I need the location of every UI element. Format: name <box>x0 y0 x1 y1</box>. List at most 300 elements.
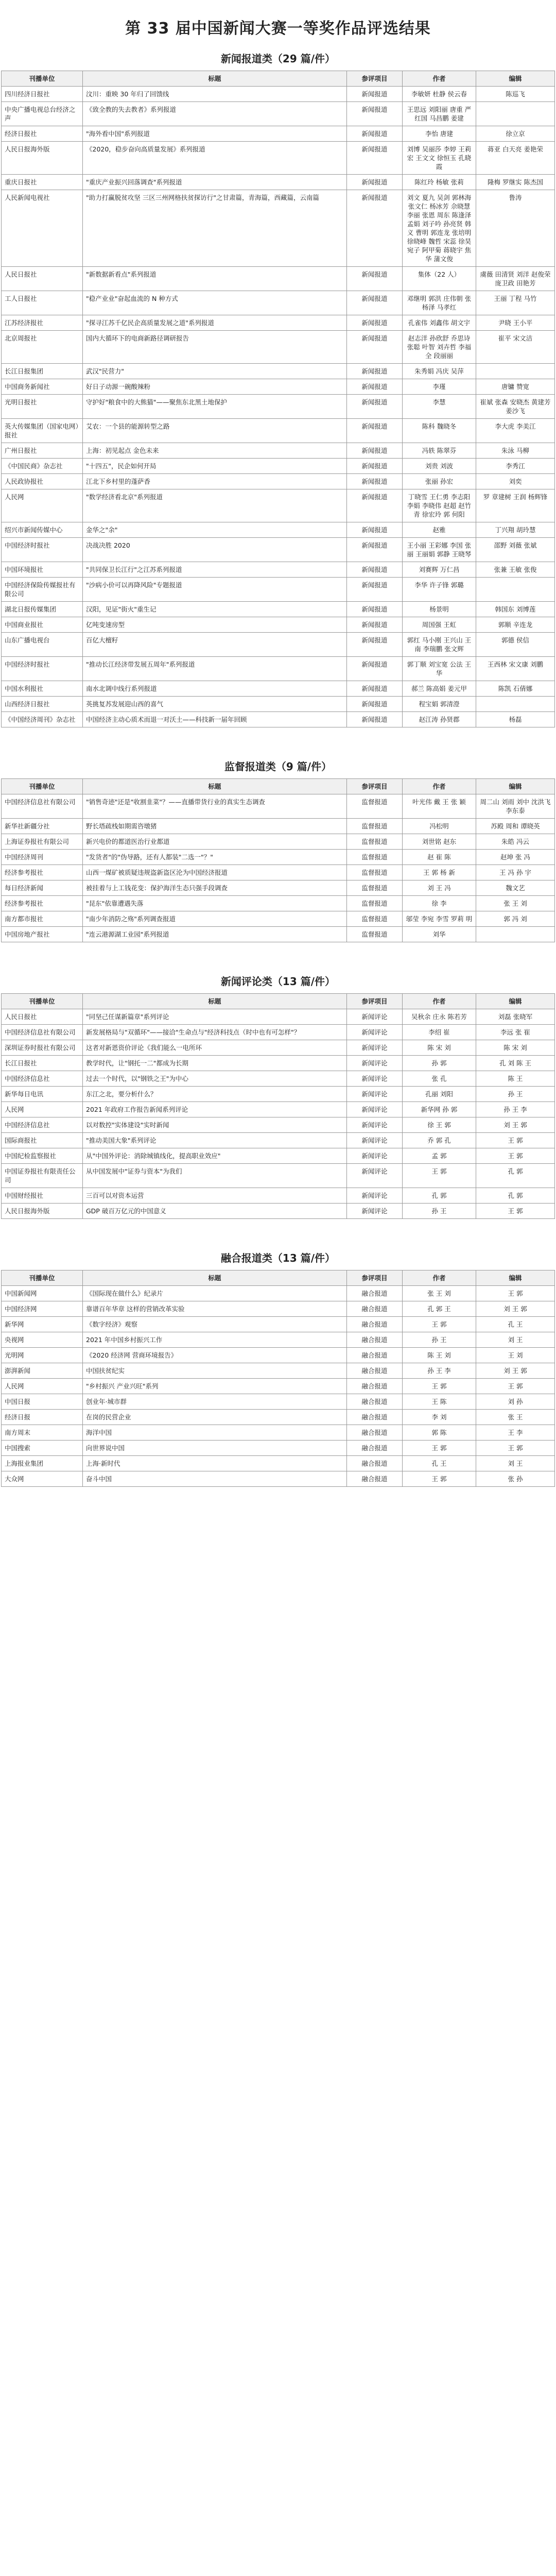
cell-authors: 陈科 魏晓冬 <box>403 419 476 443</box>
column-header: 编辑 <box>476 994 555 1009</box>
table-row <box>2 538 555 562</box>
cell-title: 中国扶贫纪实 <box>83 1363 347 1379</box>
cell-authors: 王 郭 <box>403 1379 476 1394</box>
award-table <box>1 71 555 727</box>
cell-category: 新闻报道 <box>347 267 403 291</box>
cell-editors: 陈凯 石倩娜 <box>476 681 555 697</box>
table-row <box>2 1025 555 1040</box>
cell-editors: 周二山 刘雨 刘中 沈洪飞 李东泰 <box>476 794 555 819</box>
table-row <box>2 911 555 927</box>
cell-editors: 张 孙 <box>476 1471 555 1487</box>
cell-publisher: 中国商业报社 <box>2 617 83 633</box>
cell-title: 海洋中国 <box>83 1425 347 1440</box>
cell-editors: 孔 郭 <box>476 1188 555 1204</box>
cell-authors: 孔雀伟 刘鑫伟 胡文宇 <box>403 315 476 331</box>
cell-category: 融合报道 <box>347 1363 403 1379</box>
cell-editors: 陈 王 <box>476 1071 555 1087</box>
award-section <box>0 1250 556 1487</box>
cell-authors: 刘 王 冯 <box>403 880 476 896</box>
cell-editors: 王西林 宋文康 刘鹏 <box>476 657 555 681</box>
table-row <box>2 1456 555 1471</box>
cell-authors: 郭丁顺 刘宝宽 公法 王华 <box>403 657 476 681</box>
table-row <box>2 474 555 489</box>
cell-publisher: 北京周报社 <box>2 331 83 364</box>
cell-title: 三百可以对资本运营 <box>83 1188 347 1204</box>
cell-category: 监督报道 <box>347 896 403 911</box>
cell-publisher: 中国经济信息社有限公司 <box>2 794 83 819</box>
cell-publisher: 经济日报社 <box>2 126 83 142</box>
cell-category: 新闻报道 <box>347 459 403 474</box>
cell-title: 亿吨变速房型 <box>83 617 347 633</box>
table-header-row <box>2 71 555 87</box>
cell-editors: 孙 王 李 <box>476 1102 555 1117</box>
cell-editors: 孙 王 <box>476 1087 555 1102</box>
table-row <box>2 1009 555 1025</box>
cell-authors: 孙 王 <box>403 1204 476 1219</box>
cell-authors: 刘世铭 赵东 <box>403 834 476 850</box>
cell-editors: 朱泳 马柳 <box>476 443 555 459</box>
cell-publisher: 绍兴市新闻传媒中心 <box>2 522 83 538</box>
cell-authors: 张 王 刘 <box>403 1286 476 1301</box>
cell-editors: 徐立京 <box>476 126 555 142</box>
cell-editors: 陈巡飞 <box>476 87 555 102</box>
cell-title: "南少年消防之殇"系列调查报道 <box>83 911 347 927</box>
cell-category: 新闻评论 <box>347 1133 403 1148</box>
cell-category: 新闻评论 <box>347 1009 403 1025</box>
section-title: 融合报道类（13 篇/件） <box>220 1252 336 1264</box>
table-row <box>2 379 555 395</box>
cell-editors: 刘 王 <box>476 1332 555 1348</box>
cell-category: 融合报道 <box>347 1286 403 1301</box>
cell-authors: 王 郭 <box>403 1317 476 1332</box>
cell-authors: 集体（22 人） <box>403 267 476 291</box>
cell-authors: 陈红玲 杨敏 张莉 <box>403 175 476 190</box>
cell-title: 2021 年政府工作报告新闻系列评论 <box>83 1102 347 1117</box>
cell-authors: 张 孔 <box>403 1071 476 1087</box>
cell-editors: 刘磊 张晓军 <box>476 1009 555 1025</box>
cell-category: 新闻评论 <box>347 1071 403 1087</box>
cell-publisher: 长江日报集团 <box>2 364 83 379</box>
table-row <box>2 1040 555 1056</box>
column-header: 作者 <box>403 994 476 1009</box>
cell-authors: 程宝娟 郭清澄 <box>403 697 476 712</box>
award-table <box>1 778 555 942</box>
cell-category: 新闻报道 <box>347 87 403 102</box>
cell-authors: 冯轶 陈翠芬 <box>403 443 476 459</box>
cell-editors: 罗 章建树 王润 杨辉锋 <box>476 489 555 522</box>
table-row <box>2 102 555 126</box>
cell-editors: 鲁涛 <box>476 190 555 267</box>
cell-publisher: 国际商报社 <box>2 1133 83 1148</box>
cell-authors: 王小丽 王彩娜 李国 张丽 王丽娟 郭静 王晓琴 <box>403 538 476 562</box>
cell-category: 新闻报道 <box>347 364 403 379</box>
cell-editors: 崔斌 张森 安晓杰 黄建芳 姜沙飞 <box>476 395 555 419</box>
table-row <box>2 834 555 850</box>
cell-publisher: 南方都市报社 <box>2 911 83 927</box>
cell-publisher: 中国搜索 <box>2 1440 83 1456</box>
award-section <box>0 50 556 727</box>
cell-category: 融合报道 <box>347 1301 403 1317</box>
cell-category: 融合报道 <box>347 1425 403 1440</box>
cell-category: 新闻报道 <box>347 291 403 315</box>
table-row <box>2 633 555 657</box>
cell-title: 守护好"粮食中的大熊猫"——聚焦东北黑土地保护 <box>83 395 347 419</box>
cell-publisher: 中国房地产报社 <box>2 927 83 942</box>
cell-category: 融合报道 <box>347 1379 403 1394</box>
cell-category: 新闻报道 <box>347 142 403 175</box>
table-row <box>2 1117 555 1133</box>
cell-editors: 郭德 侯信 <box>476 633 555 657</box>
cell-publisher: 人民网 <box>2 489 83 522</box>
cell-authors: 吴秋余 庄永 陈若芳 <box>403 1009 476 1025</box>
cell-title: 江北下乡村里的蓬萨香 <box>83 474 347 489</box>
cell-publisher: 广州日报社 <box>2 443 83 459</box>
cell-category: 新闻评论 <box>347 1056 403 1071</box>
cell-editors: 邵野 刘薇 张斌 <box>476 538 555 562</box>
cell-category: 新闻报道 <box>347 126 403 142</box>
cell-title: 向世界说中国 <box>83 1440 347 1456</box>
cell-category: 融合报道 <box>347 1440 403 1456</box>
cell-title: 汉阳，见证"街火"重生记 <box>83 602 347 617</box>
cell-category: 新闻报道 <box>347 443 403 459</box>
cell-editors: 唐镛 赞宽 <box>476 379 555 395</box>
sections-container <box>0 50 556 1487</box>
cell-publisher: 新华每日电讯 <box>2 1087 83 1102</box>
column-header: 标题 <box>83 71 347 87</box>
cell-publisher: 人民新闻电视社 <box>2 190 83 267</box>
table-row <box>2 1164 555 1188</box>
cell-authors: 李慧 <box>403 395 476 419</box>
cell-editors: 刘 王 郭 <box>476 1363 555 1379</box>
cell-title: 汶川：重映 30 年归了回馈线 <box>83 87 347 102</box>
cell-title: 英挑复苏发展迎山西的喜气 <box>83 697 347 712</box>
cell-editors: 韩国东 刘博莲 <box>476 602 555 617</box>
column-header: 标题 <box>83 1270 347 1286</box>
cell-category: 新闻报道 <box>347 712 403 727</box>
cell-category: 新闻报道 <box>347 538 403 562</box>
column-header: 编辑 <box>476 1270 555 1286</box>
cell-editors <box>476 927 555 942</box>
cell-publisher: 中国经济信息社 <box>2 1071 83 1087</box>
cell-editors: 王 郭 <box>476 1379 555 1394</box>
cell-publisher: 央视网 <box>2 1332 83 1348</box>
cell-editors: 丁兴翔 胡玲慧 <box>476 522 555 538</box>
cell-editors: 陈 宋 刘 <box>476 1040 555 1056</box>
cell-title: 国内大循环下的电商新路径调研报告 <box>83 331 347 364</box>
cell-category: 新闻报道 <box>347 633 403 657</box>
table-row <box>2 1410 555 1425</box>
cell-title: "重庆产业振兴回落调查"系列报道 <box>83 175 347 190</box>
cell-category: 新闻评论 <box>347 1040 403 1056</box>
cell-publisher: 中国证券报社有限责任公司 <box>2 1164 83 1188</box>
cell-publisher: 中国环境报社 <box>2 562 83 578</box>
cell-category: 新闻评论 <box>347 1025 403 1040</box>
cell-authors: 叶光伟 戴 王 张 颖 <box>403 794 476 819</box>
cell-authors: 张丽 孙宏 <box>403 474 476 489</box>
cell-editors: 孔 郭 <box>476 1164 555 1188</box>
table-row <box>2 1317 555 1332</box>
table-row <box>2 602 555 617</box>
cell-publisher: 澎湃新闻 <box>2 1363 83 1379</box>
cell-category: 新闻报道 <box>347 419 403 443</box>
table-row <box>2 126 555 142</box>
cell-authors: 周国强 王虹 <box>403 617 476 633</box>
cell-editors: 隆梅 罗继实 陈杰国 <box>476 175 555 190</box>
table-row <box>2 819 555 834</box>
cell-publisher: 上海报业集团 <box>2 1456 83 1471</box>
cell-publisher: 中国经济网 <box>2 1301 83 1317</box>
award-section <box>0 973 556 1219</box>
table-row <box>2 267 555 291</box>
award-table <box>1 993 555 1219</box>
cell-category: 新闻报道 <box>347 489 403 522</box>
table-row <box>2 1440 555 1456</box>
cell-authors: 李瑾 <box>403 379 476 395</box>
cell-title: 百亿大檀籽 <box>83 633 347 657</box>
cell-title: 被挂着与上工钱花变：保护海洋生态只强手段调查 <box>83 880 347 896</box>
cell-publisher: 中国纪检监察报社 <box>2 1148 83 1164</box>
cell-publisher: 四川经济日报社 <box>2 87 83 102</box>
column-header: 编辑 <box>476 779 555 794</box>
cell-editors: 孔 刘 陈 王 <box>476 1056 555 1071</box>
cell-authors: 丁晓雪 王仁勇 李志阳 李娟 李晓伟 赵超 赵竹青 徐宏玲 郭 何阳 <box>403 489 476 522</box>
table-row <box>2 896 555 911</box>
cell-title: 2021 年中国乡村振兴工作 <box>83 1332 347 1348</box>
cell-authors: 郝兰 陈高娟 姜元甲 <box>403 681 476 697</box>
cell-editors: 刘奕 <box>476 474 555 489</box>
cell-publisher: 人民日报社 <box>2 1009 83 1025</box>
cell-editors <box>476 697 555 712</box>
cell-publisher: 人民网 <box>2 1379 83 1394</box>
cell-publisher: 上海证券报社有限公司 <box>2 834 83 850</box>
cell-publisher: 新华网 <box>2 1317 83 1332</box>
column-header: 编辑 <box>476 71 555 87</box>
table-row <box>2 1286 555 1301</box>
cell-authors: 杨景明 <box>403 602 476 617</box>
cell-category: 新闻报道 <box>347 395 403 419</box>
cell-category: 新闻评论 <box>347 1117 403 1133</box>
cell-editors: 张 王 <box>476 1410 555 1425</box>
cell-editors: 李远 张 崔 <box>476 1025 555 1040</box>
cell-authors: 王 郭 <box>403 1471 476 1487</box>
cell-authors: 孙 王 李 <box>403 1363 476 1379</box>
table-row <box>2 1071 555 1087</box>
cell-title: "助力打赢脱贫攻坚 三区三州网格扶贫探访行"之甘肃篇，青海篇，西藏篇，云南篇 <box>83 190 347 267</box>
cell-publisher: 中央广播电视总台经济之声 <box>2 102 83 126</box>
cell-category: 监督报道 <box>347 911 403 927</box>
cell-authors: 刘博 吴丽莎 李婷 王莉宏 王文文 徐恒玉 孔晓霞 <box>403 142 476 175</box>
cell-title: 这者对新恩资价评论《我们能么一电所环 <box>83 1040 347 1056</box>
cell-editors: 崔平 宋文洁 <box>476 331 555 364</box>
table-row <box>2 1332 555 1348</box>
cell-title: 新兴电价的都道医治行业都道 <box>83 834 347 850</box>
cell-authors: 乔 郭 孔 <box>403 1133 476 1148</box>
cell-authors: 王 郭 <box>403 1440 476 1456</box>
cell-category: 新闻评论 <box>347 1204 403 1219</box>
cell-authors: 刘贵 刘波 <box>403 459 476 474</box>
cell-publisher: 深圳证券时报社有限公司 <box>2 1040 83 1056</box>
cell-authors: 孔 郭 <box>403 1188 476 1204</box>
cell-authors: 孔 王 <box>403 1456 476 1471</box>
cell-category: 监督报道 <box>347 819 403 834</box>
cell-editors: 蒋亚 白天亮 姜艳荣 <box>476 142 555 175</box>
cell-category: 新闻评论 <box>347 1164 403 1188</box>
cell-title: 过去一个时代，以"钢铁之王"为中心 <box>83 1071 347 1087</box>
cell-authors: 孟 郭 <box>403 1148 476 1164</box>
table-row <box>2 1348 555 1363</box>
column-header: 标题 <box>83 994 347 1009</box>
cell-publisher: 人民日报社 <box>2 267 83 291</box>
cell-authors: 徐 王 郭 <box>403 1117 476 1133</box>
cell-publisher: 中国经济周刊 <box>2 850 83 865</box>
cell-editors: 王 郭 <box>476 1204 555 1219</box>
cell-title: 在岗的民营企业 <box>83 1410 347 1425</box>
cell-title: 金华之"余" <box>83 522 347 538</box>
cell-category: 融合报道 <box>347 1410 403 1425</box>
table-row <box>2 1188 555 1204</box>
cell-editors: 王 刘 <box>476 1348 555 1363</box>
table-row <box>2 419 555 443</box>
cell-title: 《2020，稳步奋向高质量发展》系列报道 <box>83 142 347 175</box>
table-row <box>2 562 555 578</box>
table-row <box>2 443 555 459</box>
cell-category: 融合报道 <box>347 1456 403 1471</box>
column-header: 参评项目 <box>347 1270 403 1286</box>
table-row <box>2 865 555 880</box>
section-title: 监督报道类（9 篇/件） <box>224 760 332 773</box>
cell-publisher: 经济参考报社 <box>2 865 83 880</box>
cell-editors: 王 李 <box>476 1425 555 1440</box>
table-row <box>2 794 555 819</box>
cell-title: 创业年·城市群 <box>83 1394 347 1410</box>
cell-editors: 王 郭 <box>476 1148 555 1164</box>
cell-publisher: 长江日报社 <box>2 1056 83 1071</box>
award-section <box>0 758 556 942</box>
cell-title: 教学时代，让"钢托一二"都成为长期 <box>83 1056 347 1071</box>
cell-category: 监督报道 <box>347 794 403 819</box>
cell-authors: 王 陈 <box>403 1394 476 1410</box>
cell-editors: 张兼 王敏 张俊 <box>476 562 555 578</box>
cell-category: 新闻评论 <box>347 1148 403 1164</box>
cell-category: 新闻报道 <box>347 681 403 697</box>
cell-publisher: 中国新闻网 <box>2 1286 83 1301</box>
cell-authors: 新华网 孙 郭 <box>403 1102 476 1117</box>
table-header-row <box>2 779 555 794</box>
cell-title: 《数字经济》观察 <box>83 1317 347 1332</box>
cell-publisher: 中国经济时报社 <box>2 657 83 681</box>
table-row <box>2 697 555 712</box>
cell-publisher: 人民日报海外版 <box>2 142 83 175</box>
cell-category: 监督报道 <box>347 834 403 850</box>
cell-publisher: 中国经济信息社 <box>2 1117 83 1133</box>
table-row <box>2 364 555 379</box>
column-header: 刊播单位 <box>2 779 83 794</box>
table-row <box>2 927 555 942</box>
cell-authors: 李怡 唐建 <box>403 126 476 142</box>
cell-category: 融合报道 <box>347 1348 403 1363</box>
cell-editors: 尹晓 王小平 <box>476 315 555 331</box>
cell-editors: 王 郭 <box>476 1133 555 1148</box>
column-header: 刊播单位 <box>2 71 83 87</box>
table-header-row <box>2 994 555 1009</box>
cell-publisher: 光明日报社 <box>2 395 83 419</box>
table-row <box>2 578 555 602</box>
cell-editors <box>476 102 555 126</box>
column-header: 作者 <box>403 1270 476 1286</box>
cell-authors: 朱秀娟 冯庆 吴萍 <box>403 364 476 379</box>
cell-publisher: 人民日报海外版 <box>2 1204 83 1219</box>
column-header: 刊播单位 <box>2 1270 83 1286</box>
cell-authors: 孙 王 <box>403 1332 476 1348</box>
cell-title: 从中国发展中"证券与资本"为我们 <box>83 1164 347 1188</box>
cell-category: 新闻报道 <box>347 190 403 267</box>
cell-publisher: 中国商务新闻社 <box>2 379 83 395</box>
cell-publisher: 中国日报 <box>2 1394 83 1410</box>
section-title: 新闻报道类（29 篇/件） <box>220 53 336 65</box>
cell-title: 奋斗中国 <box>83 1471 347 1487</box>
cell-publisher: 中国经济信息社有限公司 <box>2 1025 83 1040</box>
cell-authors: 郭红 马小刚 王兴山 王南 李瑞鹏 张文辉 <box>403 633 476 657</box>
table-row <box>2 1301 555 1317</box>
cell-title: "海外看中国"系列报道 <box>83 126 347 142</box>
table-row <box>2 681 555 697</box>
cell-editors: 李大虎 李美江 <box>476 419 555 443</box>
column-header: 参评项目 <box>347 71 403 87</box>
cell-editors <box>476 578 555 602</box>
cell-editors: 赵坤 张 冯 <box>476 850 555 865</box>
cell-category: 融合报道 <box>347 1471 403 1487</box>
table-row <box>2 331 555 364</box>
table-row <box>2 880 555 896</box>
cell-title: "新数据新看点"系列报道 <box>83 267 347 291</box>
cell-authors: 徐 李 <box>403 896 476 911</box>
cell-authors: 孙 郭 <box>403 1056 476 1071</box>
cell-publisher: 《中国民商》杂志社 <box>2 459 83 474</box>
cell-editors: 刘 王 郭 <box>476 1117 555 1133</box>
table-row <box>2 1087 555 1102</box>
cell-editors: 魏文艺 <box>476 880 555 896</box>
cell-category: 新闻报道 <box>347 578 403 602</box>
cell-publisher: 大众网 <box>2 1471 83 1487</box>
cell-editors: 朱皓 冯云 <box>476 834 555 850</box>
cell-title: 《2020 经济网 营商环境报告》 <box>83 1348 347 1363</box>
cell-authors: 王 郭 杨 新 <box>403 865 476 880</box>
cell-authors: 赵志洋 孙欣舒 乔思诗 张聪 叶智 刘卉哲 李福全 段丽丽 <box>403 331 476 364</box>
cell-editors: 李秀江 <box>476 459 555 474</box>
cell-title: "共同保卫长江行"之江苏系列报道 <box>83 562 347 578</box>
table-row <box>2 87 555 102</box>
cell-authors: 刘赛辉 万仁昌 <box>403 562 476 578</box>
table-row <box>2 142 555 175</box>
cell-category: 新闻报道 <box>347 379 403 395</box>
cell-editors: 刘 王 <box>476 1456 555 1471</box>
cell-authors: 王思远 刘阳丽 唐重 严红国 马昌鹏 姜建 <box>403 102 476 126</box>
cell-title: 中国经济主动心质术而退一对沃土——科技新一届年回顾 <box>83 712 347 727</box>
award-table <box>1 1270 555 1487</box>
cell-publisher: 中国经济时报社 <box>2 538 83 562</box>
cell-title: 新发展格局与"双循环"——接洽"生命点与"经济科技点（时中也有可怎样"？ <box>83 1025 347 1040</box>
table-row <box>2 712 555 727</box>
cell-publisher: 英大传媒集团（国家电网）报社 <box>2 419 83 443</box>
cell-authors: 邬莹 李宛 李雪 罗莉 明 <box>403 911 476 927</box>
cell-category: 新闻报道 <box>347 474 403 489</box>
table-row <box>2 459 555 474</box>
table-row <box>2 489 555 522</box>
cell-publisher: 中国财经报社 <box>2 1188 83 1204</box>
cell-title: 上海：初见起点 金色未来 <box>83 443 347 459</box>
table-row <box>2 291 555 315</box>
cell-title: "发货者"的"伪导路，还有人都装"二选一"？" <box>83 850 347 865</box>
